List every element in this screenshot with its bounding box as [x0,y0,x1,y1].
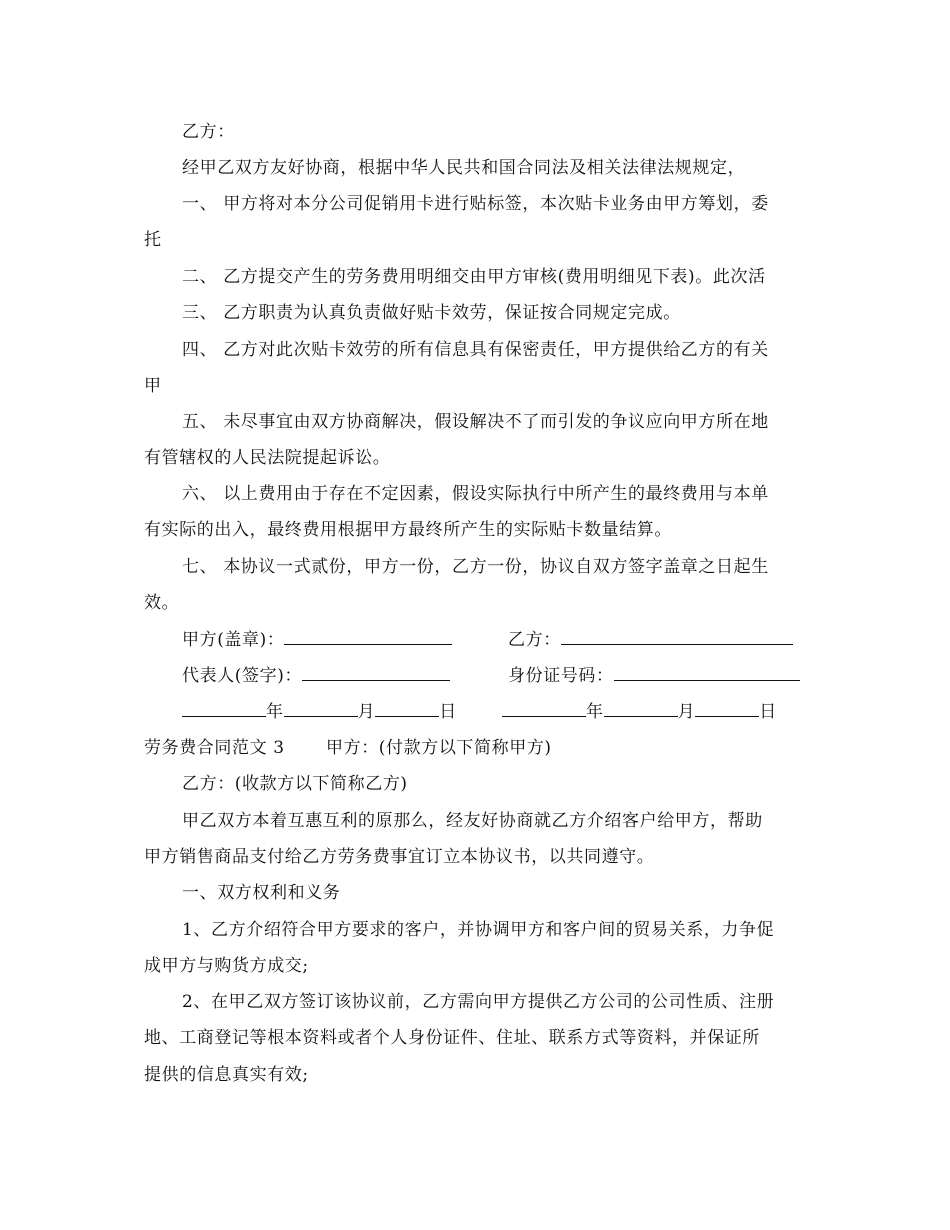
section3-item2-3: 提供的信息真实有效; [144,1065,309,1085]
clause-6: 六、 以上费用由于存在不定因素，假设实际执行中所产生的最终费用与本单 [182,484,769,504]
clause-5-cont: 有管辖权的人民法院提起诉讼。 [144,448,391,468]
party-b-sign-field [508,628,793,652]
section3-intro-1: 甲乙双方本着互惠互利的原那么，经友好协商就乙方介绍客户给甲方，帮助 [182,811,763,831]
month-label-b: 月 [677,702,696,722]
section3-party-a: 甲方：(付款方以下简称甲方) [326,738,552,758]
section3-heading-1: 一、双方权利和义务 [182,883,341,903]
section3-item1-1: 1、乙方介绍符合甲方要求的客户，并协调甲方和客户间的贸易关系，力争促 [182,920,775,940]
party-b-sign-label: 乙方： [508,630,561,650]
year-label-a: 年 [266,702,284,722]
day-label-a: 日 [439,702,457,722]
clause-3: 三、 乙方职责为认真负责做好贴卡效劳，保证按合同规定完成。 [182,303,681,323]
representative-line [302,664,450,681]
clause-1-cont: 托 [144,230,162,250]
clause-4: 四、 乙方对此次贴卡效劳的所有信息具有保密责任，甲方提供给乙方的有关 [182,340,769,360]
section3-item2-1: 2、在甲乙双方签订该协议前，乙方需向甲方提供乙方公司的公司性质、注册 [182,992,775,1012]
clause-5: 五、 未尽事宜由双方协商解决，假设解决不了而引发的争议应向甲方所在地 [182,412,769,432]
party-b-label: 乙方： [182,122,235,142]
id-number-line [614,664,800,681]
preamble: 经甲乙双方友好协商，根据中华人民共和国合同法及相关法律法规规定， [182,158,746,178]
clause-1: 一、 甲方将对本分公司促销用卡进行贴标签，本次贴卡业务由甲方筹划，委 [182,194,769,214]
month-label-a: 月 [357,702,376,722]
section3-item2-2: 地、工商登记等根本资料或者个人身份证件、住址、联系方式等资料，并保证所 [144,1028,760,1048]
year-line-a [182,700,266,717]
id-number-field [508,664,800,688]
section3-item1-2: 成甲方与购货方成交; [144,956,309,976]
section3-title: 劳务费合同范文 3 [144,738,285,758]
section3-intro-2: 甲方销售商品支付给乙方劳务费事宜订立本协议书，以共同遵守。 [144,847,655,867]
year-line-b [502,700,586,717]
party-a-seal-line [284,628,452,645]
date-field-b [502,700,777,724]
representative-label: 代表人(签字)： [182,666,303,686]
clause-7-cont: 效。 [144,593,180,613]
day-line-a [375,700,439,717]
section3-party-b: 乙方：(收款方以下简称乙方) [182,774,408,794]
party-b-sign-line [561,628,793,645]
month-line-a [284,700,358,717]
clause-2: 二、 乙方提交产生的劳务费用明细交由甲方审核(费用明细见下表)。此次活 [182,267,766,287]
id-number-label: 身份证号码： [508,666,614,686]
day-label-b: 日 [759,702,777,722]
day-line-b [695,700,759,717]
date-field-a [182,700,457,724]
party-a-seal-label: 甲方(盖章)： [182,630,285,650]
party-a-seal-field [182,628,452,652]
clause-4-cont: 甲 [144,376,162,396]
clause-6-cont: 有实际的出入，最终费用根据甲方最终所产生的实际贴卡数量结算。 [144,520,672,540]
clause-7: 七、 本协议一式贰份，甲方一份，乙方一份，协议自双方签字盖章之日起生 [182,557,769,577]
representative-field [182,664,450,688]
month-line-b [604,700,678,717]
year-label-b: 年 [586,702,604,722]
